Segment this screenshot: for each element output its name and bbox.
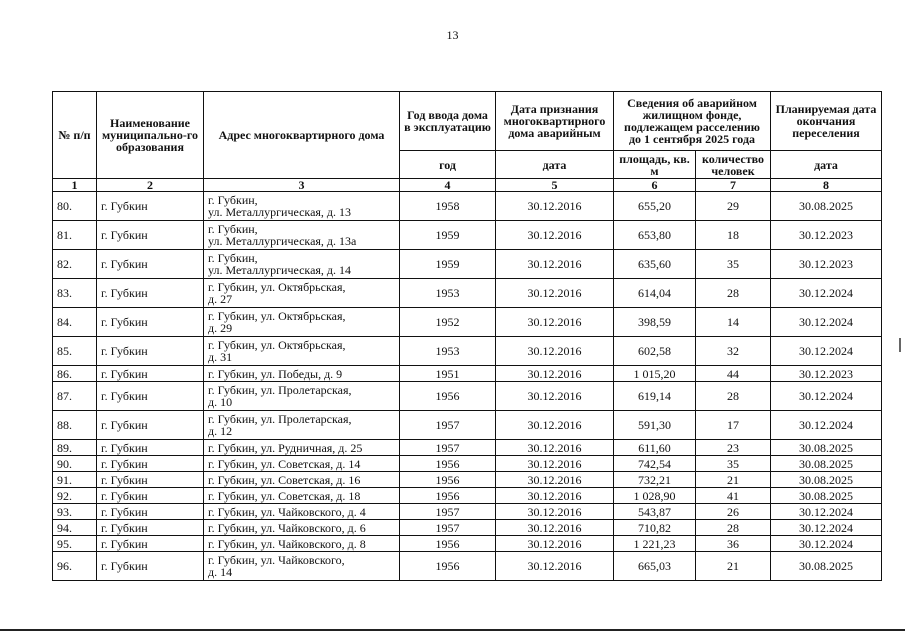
emergency-date-cell: 30.12.2016: [496, 472, 614, 488]
address-line-1: г. Губкин, ул. Чайковского, д. 8: [208, 536, 366, 551]
year-cell: 1959: [400, 221, 496, 250]
planned-date-cell: 30.08.2025: [771, 456, 882, 472]
emergency-date-cell: 30.12.2016: [496, 536, 614, 552]
people-cell: 28: [696, 520, 771, 536]
table-row: [53, 456, 882, 472]
table-row: [53, 308, 882, 337]
col-header-planned-end: Планируемая дата окончания переселения: [771, 92, 882, 151]
municipality-cell: г. Губкин: [97, 382, 204, 411]
table-row: [53, 552, 882, 581]
people-cell: 36: [696, 536, 771, 552]
address-line-2: ул. Металлургическая, д. 13а: [208, 234, 357, 248]
municipality-cell: г. Губкин: [97, 472, 204, 488]
planned-date-cell: 30.12.2024: [771, 520, 882, 536]
address-line-1: г. Губкин, ул. Советская, д. 14: [208, 456, 361, 471]
subheader-year: год: [400, 151, 496, 179]
row-number: 82.: [53, 250, 97, 279]
emergency-date-cell: 30.12.2016: [496, 440, 614, 456]
year-cell: 1957: [400, 411, 496, 440]
emergency-date-cell: 30.12.2016: [496, 221, 614, 250]
address-cell: [204, 440, 400, 456]
year-cell: 1957: [400, 440, 496, 456]
people-cell: 28: [696, 279, 771, 308]
people-cell: 41: [696, 488, 771, 504]
area-cell: 655,20: [614, 192, 696, 221]
area-cell: 614,04: [614, 279, 696, 308]
address-line-1: г. Губкин, ул. Октябрьская,: [208, 309, 346, 323]
area-cell: 635,60: [614, 250, 696, 279]
address-cell: [204, 366, 400, 382]
table-row: [53, 366, 882, 382]
planned-date-cell: 30.08.2025: [771, 192, 882, 221]
planned-date-cell: 30.12.2024: [771, 382, 882, 411]
municipality-cell: г. Губкин: [97, 504, 204, 520]
people-cell: 29: [696, 192, 771, 221]
people-cell: 26: [696, 504, 771, 520]
emergency-date-cell: 30.12.2016: [496, 456, 614, 472]
row-number: 90.: [53, 456, 97, 472]
people-cell: 14: [696, 308, 771, 337]
address-cell: [204, 221, 400, 250]
row-number: 89.: [53, 440, 97, 456]
people-cell: 32: [696, 337, 771, 366]
address-line-2: д. 27: [208, 292, 233, 306]
col-number: 7: [696, 179, 771, 192]
row-number: 93.: [53, 504, 97, 520]
row-number: 85.: [53, 337, 97, 366]
col-number: 3: [204, 179, 400, 192]
emergency-date-cell: 30.12.2016: [496, 366, 614, 382]
year-cell: 1956: [400, 472, 496, 488]
row-number: 88.: [53, 411, 97, 440]
year-cell: 1956: [400, 536, 496, 552]
municipality-cell: г. Губкин: [97, 279, 204, 308]
emergency-date-cell: 30.12.2016: [496, 488, 614, 504]
address-line-1: г. Губкин, ул. Советская, д. 16: [208, 472, 361, 487]
area-cell: 591,30: [614, 411, 696, 440]
address-cell: [204, 536, 400, 552]
planned-date-cell: 30.08.2025: [771, 488, 882, 504]
table-row: [53, 250, 882, 279]
year-cell: 1953: [400, 337, 496, 366]
year-cell: 1958: [400, 192, 496, 221]
municipality-cell: г. Губкин: [97, 552, 204, 581]
table-row: [53, 472, 882, 488]
year-cell: 1953: [400, 279, 496, 308]
area-cell: 611,60: [614, 440, 696, 456]
subheader-date: дата: [496, 151, 614, 179]
planned-date-cell: 30.08.2025: [771, 440, 882, 456]
housing-relocation-table: [52, 91, 882, 581]
year-cell: 1957: [400, 504, 496, 520]
emergency-date-cell: 30.12.2016: [496, 382, 614, 411]
subheader-area: площадь, кв. м: [614, 151, 696, 179]
year-cell: 1956: [400, 456, 496, 472]
year-cell: 1956: [400, 382, 496, 411]
emergency-date-cell: 30.12.2016: [496, 504, 614, 520]
col-header-address: Адрес многоквартирного дома: [204, 92, 400, 179]
row-number: 84.: [53, 308, 97, 337]
year-cell: 1956: [400, 488, 496, 504]
people-cell: 28: [696, 382, 771, 411]
row-number: 87.: [53, 382, 97, 411]
year-cell: 1957: [400, 520, 496, 536]
address-line-1: г. Губкин,: [208, 193, 258, 207]
col-number: 6: [614, 179, 696, 192]
margin-mark: [899, 338, 901, 352]
planned-date-cell: 30.12.2024: [771, 504, 882, 520]
address-line-2: ул. Металлургическая, д. 13: [208, 205, 352, 219]
address-cell: [204, 520, 400, 536]
table-row: [53, 488, 882, 504]
address-line-1: г. Губкин, ул. Чайковского, д. 6: [208, 520, 366, 535]
address-line-1: г. Губкин,: [208, 222, 258, 236]
planned-date-cell: 30.08.2025: [771, 472, 882, 488]
address-line-1: г. Губкин, ул. Чайковского, д. 4: [208, 504, 366, 519]
table-row: [53, 520, 882, 536]
address-cell: [204, 472, 400, 488]
emergency-date-cell: 30.12.2016: [496, 250, 614, 279]
area-cell: 1 028,90: [614, 488, 696, 504]
address-cell: [204, 337, 400, 366]
people-cell: 18: [696, 221, 771, 250]
people-cell: 35: [696, 250, 771, 279]
municipality-cell: г. Губкин: [97, 250, 204, 279]
row-number: 81.: [53, 221, 97, 250]
planned-date-cell: 30.12.2024: [771, 308, 882, 337]
planned-date-cell: 30.12.2023: [771, 250, 882, 279]
table-row: [53, 279, 882, 308]
address-cell: [204, 488, 400, 504]
row-number: 83.: [53, 279, 97, 308]
table-body: [53, 192, 882, 581]
col-number: 5: [496, 179, 614, 192]
planned-date-cell: 30.12.2024: [771, 411, 882, 440]
area-cell: 732,21: [614, 472, 696, 488]
area-cell: 1 015,20: [614, 366, 696, 382]
area-cell: 665,03: [614, 552, 696, 581]
address-line-2: д. 29: [208, 321, 233, 335]
address-line-2: ул. Металлургическая, д. 14: [208, 263, 352, 277]
address-cell: [204, 279, 400, 308]
emergency-date-cell: 30.12.2016: [496, 337, 614, 366]
table-row: [53, 536, 882, 552]
emergency-date-cell: 30.12.2016: [496, 520, 614, 536]
municipality-cell: г. Губкин: [97, 337, 204, 366]
year-cell: 1956: [400, 552, 496, 581]
address-cell: [204, 456, 400, 472]
year-cell: 1952: [400, 308, 496, 337]
col-number: 2: [97, 179, 204, 192]
table-row: [53, 504, 882, 520]
municipality-cell: г. Губкин: [97, 411, 204, 440]
col-header-municipality: Наименование муниципально-го образования: [97, 92, 204, 179]
people-cell: 17: [696, 411, 771, 440]
bottom-rule: [0, 629, 905, 631]
planned-date-cell: 30.12.2024: [771, 279, 882, 308]
col-number: 8: [771, 179, 882, 192]
col-header-num: № п/п: [53, 92, 97, 179]
emergency-date-cell: 30.12.2016: [496, 552, 614, 581]
address-line-1: г. Губкин, ул. Рудничная, д. 25: [208, 440, 363, 455]
people-cell: 44: [696, 366, 771, 382]
people-cell: 23: [696, 440, 771, 456]
municipality-cell: г. Губкин: [97, 536, 204, 552]
emergency-date-cell: 30.12.2016: [496, 279, 614, 308]
planned-date-cell: 30.12.2024: [771, 337, 882, 366]
table-row: [53, 221, 882, 250]
people-cell: 35: [696, 456, 771, 472]
address-line-2: д. 31: [208, 350, 233, 364]
address-line-2: д. 10: [208, 395, 233, 409]
area-cell: 710,82: [614, 520, 696, 536]
municipality-cell: г. Губкин: [97, 366, 204, 382]
address-line-1: г. Губкин, ул. Пролетарская,: [208, 412, 352, 426]
table-row: [53, 337, 882, 366]
planned-date-cell: 30.12.2023: [771, 221, 882, 250]
col-number: 1: [53, 179, 97, 192]
row-number: 86.: [53, 366, 97, 382]
row-number: 80.: [53, 192, 97, 221]
address-line-1: г. Губкин, ул. Победы, д. 9: [208, 366, 343, 381]
municipality-cell: г. Губкин: [97, 520, 204, 536]
emergency-date-cell: 30.12.2016: [496, 192, 614, 221]
row-number: 95.: [53, 536, 97, 552]
address-line-1: г. Губкин, ул. Советская, д. 18: [208, 488, 361, 503]
area-cell: 1 221,23: [614, 536, 696, 552]
municipality-cell: г. Губкин: [97, 221, 204, 250]
planned-date-cell: 30.08.2025: [771, 552, 882, 581]
address-line-1: г. Губкин, ул. Октябрьская,: [208, 280, 346, 294]
address-line-2: д. 14: [208, 565, 233, 579]
municipality-cell: г. Губкин: [97, 192, 204, 221]
row-number: 92.: [53, 488, 97, 504]
address-cell: [204, 250, 400, 279]
area-cell: 602,58: [614, 337, 696, 366]
area-cell: 742,54: [614, 456, 696, 472]
year-cell: 1959: [400, 250, 496, 279]
page-number: 13: [446, 28, 459, 42]
address-cell: [204, 382, 400, 411]
municipality-cell: г. Губкин: [97, 440, 204, 456]
address-line-1: г. Губкин, ул. Чайковского,: [208, 553, 345, 567]
col-number: 4: [400, 179, 496, 192]
subheader-people: количество человек: [696, 151, 771, 179]
address-line-2: д. 12: [208, 424, 233, 438]
area-cell: 543,87: [614, 504, 696, 520]
emergency-date-cell: 30.12.2016: [496, 308, 614, 337]
address-cell: [204, 411, 400, 440]
municipality-cell: г. Губкин: [97, 308, 204, 337]
municipality-cell: г. Губкин: [97, 488, 204, 504]
col-header-year-built: Год ввода дома в эксплуатацию: [400, 92, 496, 151]
emergency-date-cell: 30.12.2016: [496, 411, 614, 440]
col-header-emergency-date: Дата признания многоквартирного дома аварийным: [496, 92, 614, 151]
table-row: [53, 411, 882, 440]
people-cell: 21: [696, 552, 771, 581]
subheader-planned-date: дата: [771, 151, 882, 179]
people-cell: 21: [696, 472, 771, 488]
planned-date-cell: 30.12.2024: [771, 536, 882, 552]
table-row: [53, 382, 882, 411]
address-line-1: г. Губкин, ул. Октябрьская,: [208, 338, 346, 352]
row-number: 96.: [53, 552, 97, 581]
table-row: [53, 440, 882, 456]
address-line-1: г. Губкин,: [208, 251, 258, 265]
col-header-housing-info: Сведения об аварийном жилищном фонде, подлежащем расселению до 1 сентября 2025 года: [614, 92, 771, 151]
address-cell: [204, 308, 400, 337]
planned-date-cell: 30.12.2023: [771, 366, 882, 382]
year-cell: 1951: [400, 366, 496, 382]
row-number: 91.: [53, 472, 97, 488]
table-row: [53, 192, 882, 221]
municipality-cell: г. Губкин: [97, 456, 204, 472]
address-cell: [204, 504, 400, 520]
row-number: 94.: [53, 520, 97, 536]
area-cell: 653,80: [614, 221, 696, 250]
address-line-1: г. Губкин, ул. Пролетарская,: [208, 383, 352, 397]
address-cell: [204, 552, 400, 581]
area-cell: 398,59: [614, 308, 696, 337]
area-cell: 619,14: [614, 382, 696, 411]
address-cell: [204, 192, 400, 221]
